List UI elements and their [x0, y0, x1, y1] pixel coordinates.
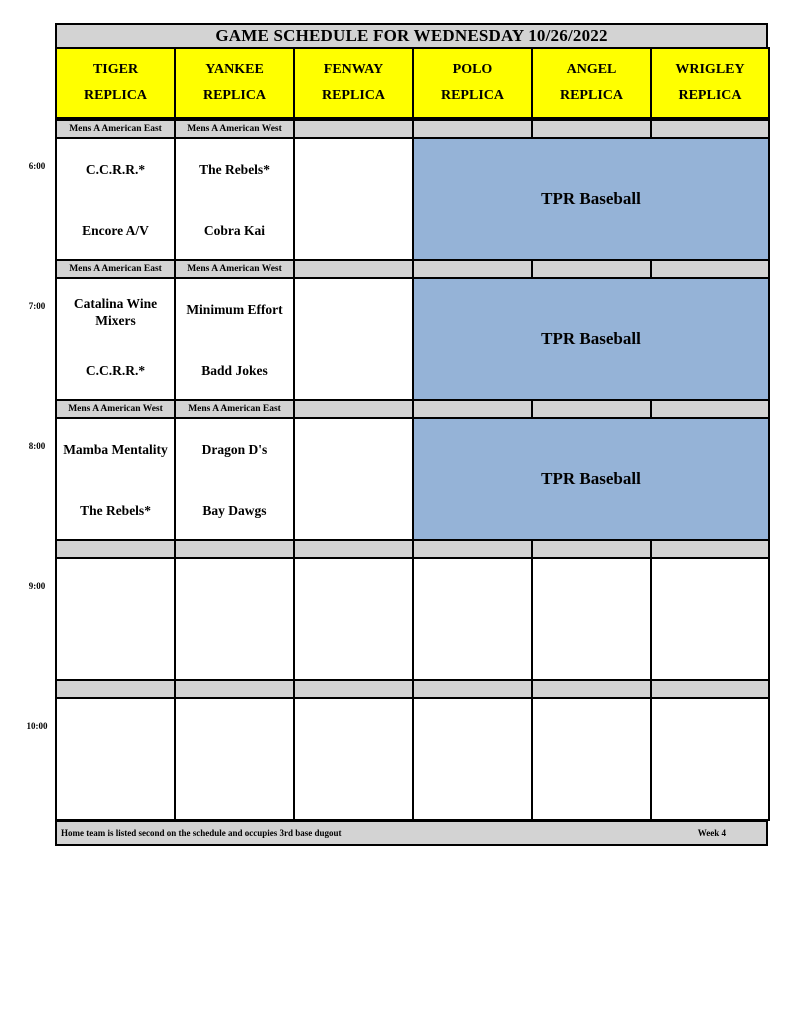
- field-subtitle: REPLICA: [440, 88, 504, 103]
- home-team: Encore A/V: [82, 223, 149, 238]
- empty-slot: [293, 277, 414, 401]
- division-label: [412, 119, 533, 139]
- division-label: [412, 399, 533, 419]
- game-cell: [55, 277, 176, 401]
- field-header-1: [174, 47, 295, 119]
- empty-slot: [293, 557, 414, 681]
- empty-slot: [412, 697, 533, 821]
- time-label: 7:00: [28, 301, 46, 311]
- division-label: [293, 259, 414, 279]
- field-name: POLO: [452, 62, 493, 77]
- game-cell: [174, 137, 295, 261]
- division-label: Mens A American West: [174, 119, 295, 139]
- reserved-block: TPR Baseball: [412, 137, 770, 261]
- empty-slot: [174, 557, 295, 681]
- division-label: Mens A American West: [174, 259, 295, 279]
- division-label: [531, 259, 652, 279]
- division-label: [293, 539, 414, 559]
- time-label: 9:00: [28, 581, 46, 591]
- field-name: WRIGLEY: [675, 62, 745, 77]
- field-header-4: [531, 47, 652, 119]
- division-label: [531, 119, 652, 139]
- field-name: YANKEE: [205, 62, 264, 77]
- away-team: Catalina Wine Mixers: [73, 296, 158, 328]
- empty-slot: [55, 697, 176, 821]
- away-team: Minimum Effort: [186, 302, 283, 317]
- empty-slot: [55, 557, 176, 681]
- home-team-note: Home team is listed second on the schedule and occupies 3rd base dugout: [61, 828, 342, 838]
- away-team: Mamba Mentality: [63, 442, 168, 457]
- reserved-block: TPR Baseball: [412, 277, 770, 401]
- field-subtitle: REPLICA: [321, 88, 385, 103]
- field-subtitle: REPLICA: [678, 88, 742, 103]
- division-label: [650, 259, 770, 279]
- division-label: [412, 679, 533, 699]
- division-label: [55, 539, 176, 559]
- home-team: Bay Dawgs: [202, 503, 267, 518]
- empty-slot: [531, 557, 652, 681]
- field-subtitle: REPLICA: [559, 88, 623, 103]
- division-label: [174, 539, 295, 559]
- home-team: Badd Jokes: [201, 363, 268, 378]
- division-label: [531, 679, 652, 699]
- division-label: [650, 399, 770, 419]
- division-label: [412, 539, 533, 559]
- field-header-3: [412, 47, 533, 119]
- field-header-5: [650, 47, 770, 119]
- away-team: Dragon D's: [201, 442, 268, 457]
- time-label: 6:00: [28, 161, 46, 171]
- empty-slot: [650, 697, 770, 821]
- schedule-sheet: [55, 23, 768, 846]
- schedule-title: GAME SCHEDULE FOR WEDNESDAY 10/26/2022: [55, 23, 768, 49]
- reserved-block: TPR Baseball: [412, 417, 770, 541]
- division-label: Mens A American East: [174, 399, 295, 419]
- game-cell: [174, 277, 295, 401]
- division-label: [174, 679, 295, 699]
- field-header-2: [293, 47, 414, 119]
- schedule-footer: [55, 820, 768, 846]
- empty-slot: [293, 137, 414, 261]
- division-label: [293, 679, 414, 699]
- field-subtitle: REPLICA: [83, 88, 147, 103]
- empty-slot: [650, 557, 770, 681]
- home-team: C.C.R.R.*: [85, 363, 146, 378]
- empty-slot: [293, 417, 414, 541]
- division-label: Mens A American East: [55, 259, 176, 279]
- away-team: The Rebels*: [199, 162, 270, 177]
- home-team: Cobra Kai: [203, 223, 266, 238]
- division-label: [293, 119, 414, 139]
- division-label: [293, 399, 414, 419]
- division-label: [650, 119, 770, 139]
- division-label: Mens A American East: [55, 119, 176, 139]
- division-label: [650, 679, 770, 699]
- time-label: 8:00: [28, 441, 46, 451]
- division-label: [531, 539, 652, 559]
- field-name: FENWAY: [323, 62, 384, 77]
- game-cell: [55, 417, 176, 541]
- field-name: TIGER: [92, 62, 139, 77]
- empty-slot: [412, 557, 533, 681]
- division-label: [650, 539, 770, 559]
- time-label: 10:00: [26, 721, 48, 731]
- division-label: [55, 679, 176, 699]
- empty-slot: [531, 697, 652, 821]
- away-team: C.C.R.R.*: [85, 162, 146, 177]
- division-label: Mens A American West: [55, 399, 176, 419]
- empty-slot: [174, 697, 295, 821]
- home-team: The Rebels*: [80, 503, 151, 518]
- field-name: ANGEL: [566, 62, 617, 77]
- empty-slot: [293, 697, 414, 821]
- field-subtitle: REPLICA: [202, 88, 266, 103]
- field-header-0: [55, 47, 176, 119]
- game-cell: [55, 137, 176, 261]
- game-cell: [174, 417, 295, 541]
- week-label: Week 4: [697, 828, 726, 838]
- division-label: [412, 259, 533, 279]
- division-label: [531, 399, 652, 419]
